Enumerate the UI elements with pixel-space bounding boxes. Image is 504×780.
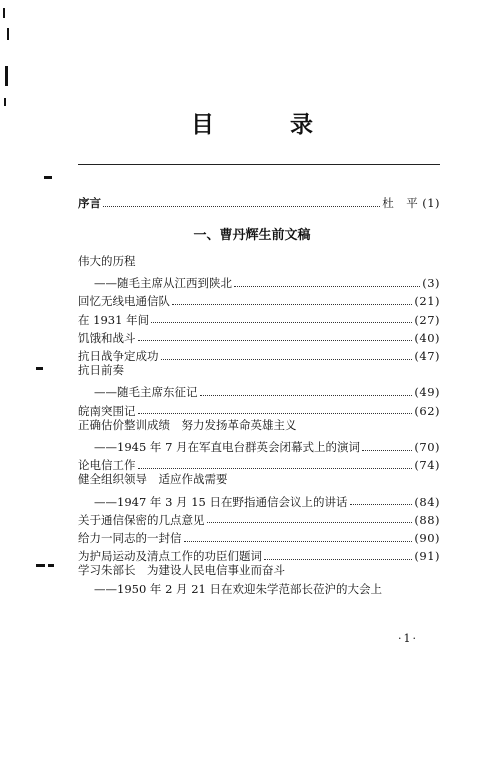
dot-leader (161, 349, 413, 360)
toc-entry-heading[interactable]: 学习朱部长 为建设人民电信事业而奋斗 (78, 563, 285, 578)
toc-entry-title: 饥饿和战斗 (78, 330, 136, 345)
toc-entry-title: 论电信工作 (78, 458, 136, 473)
toc-entry-title: 回忆无线电通信队 (78, 294, 170, 309)
toc-entry-page: (21) (414, 294, 440, 309)
scan-mark (5, 66, 8, 86)
preface-title: 序言 (78, 196, 101, 210)
dot-leader (138, 458, 413, 469)
toc-entry-title: ——随毛主席东征记 (94, 385, 198, 400)
toc-entry-page: (70) (414, 440, 440, 454)
toc-entry-title: 皖南突围记 (78, 403, 136, 418)
toc-entry-heading[interactable]: 伟大的历程 (78, 254, 136, 268)
margin-arrow-icon (36, 564, 45, 567)
toc-entry[interactable] (78, 436, 440, 454)
dot-leader (151, 312, 412, 323)
toc-entry[interactable] (78, 509, 440, 527)
toc-entry-page: (49) (414, 385, 440, 400)
dot-leader (138, 330, 413, 341)
dot-leader (103, 196, 380, 207)
toc-entry-title: 为护局运动及清点工作的功臣们题词 (78, 549, 262, 564)
toc-entry[interactable] (78, 400, 440, 418)
toc-entry[interactable] (78, 545, 440, 563)
toc-entry[interactable] (78, 345, 440, 363)
section-heading: 一、曹丹辉生前文稿 (193, 228, 311, 243)
page-title: 目 录 (190, 112, 347, 138)
toc-entry[interactable] (78, 527, 440, 545)
toc-entry-title: 给力一同志的一封信 (78, 531, 182, 545)
preface-author: 杜 平 (382, 196, 419, 210)
toc-entry-title: 抗日战争定成功 (78, 349, 159, 363)
margin-arrow-icon (36, 367, 43, 370)
toc-entry[interactable] (78, 272, 440, 290)
scan-mark (3, 8, 5, 18)
toc-entry-page: (74) (414, 458, 440, 473)
dot-leader (184, 531, 413, 542)
toc-entry-subtitle[interactable]: ——1950 年 2 月 21 日在欢迎朱学范部长莅沪的大会上 (94, 581, 382, 596)
toc-entry-page: (27) (414, 312, 440, 327)
toc-entry-heading[interactable]: 正确估价整训成绩 努力发扬革命英雄主义 (78, 417, 297, 432)
dot-leader (172, 294, 412, 305)
margin-arrow-icon (44, 176, 52, 179)
toc-entry-title: 关于通信保密的几点意见 (78, 512, 205, 527)
toc-entry-page: (91) (414, 549, 440, 564)
dot-leader (234, 276, 420, 287)
page-number: ·1· (398, 632, 418, 645)
toc-entry-page: (62) (414, 403, 440, 418)
toc-entry[interactable] (78, 290, 440, 308)
dot-leader (362, 440, 412, 451)
toc-entry-preface[interactable] (78, 192, 440, 210)
margin-arrow-icon (48, 564, 54, 567)
toc-entry-title: 在 1931 年间 (78, 312, 150, 327)
toc-entry-heading[interactable]: 抗日前奏 (78, 363, 124, 378)
toc-entry-page: (40) (414, 330, 440, 345)
toc-entry[interactable] (78, 381, 440, 399)
dot-leader (264, 549, 412, 560)
toc-entry-page: (3) (422, 276, 440, 291)
preface-page: (1) (422, 196, 440, 210)
toc-entry-title: ——1945 年 7 月在军直电台群英会闭幕式上的演词 (94, 440, 361, 454)
toc-entry-page: (90) (414, 531, 440, 545)
toc-entry-title: ——随毛主席从江西到陕北 (94, 276, 232, 291)
toc-entry-page: (88) (414, 512, 440, 527)
toc-entry-page: (84) (414, 494, 440, 509)
dot-leader (207, 512, 413, 523)
toc-entry[interactable] (78, 327, 440, 345)
toc-entry[interactable] (78, 491, 440, 509)
toc-entry[interactable] (78, 309, 440, 327)
scan-mark (7, 28, 9, 40)
scan-mark (4, 98, 6, 106)
toc-entry-title: ——1947 年 3 月 15 日在野指通信会议上的讲话 (94, 494, 348, 509)
toc-entry-heading[interactable]: 健全组织领导 适应作战需要 (78, 472, 228, 487)
title-divider (78, 164, 440, 165)
dot-leader (350, 494, 413, 505)
dot-leader (138, 403, 413, 414)
toc-entry-page: (47) (414, 349, 440, 363)
dot-leader (200, 385, 413, 396)
toc-entry[interactable] (78, 454, 440, 472)
